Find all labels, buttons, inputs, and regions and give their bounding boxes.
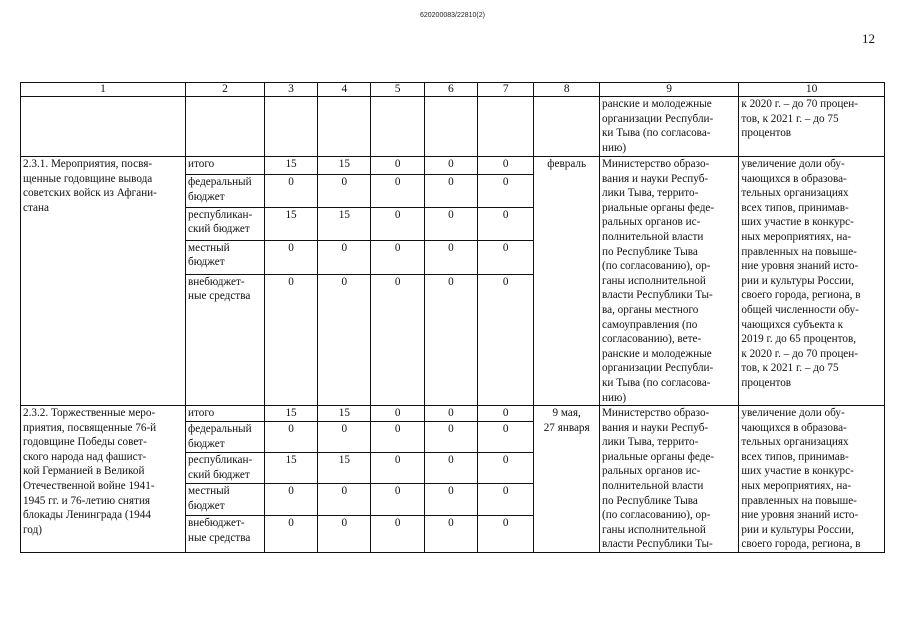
value-cell: 0	[371, 422, 424, 453]
table-row	[21, 406, 885, 422]
executor-cell: Министерство образо- вания и науки Респуб- лики Тыва, террито- риальные органы феде- ральных органов ис- полнительной власти по Республике Тыва (по согласованию), ор- ганы исполнительной власти Республики Ты-	[599, 406, 738, 553]
funding-source: республикан- ский бюджет	[186, 453, 265, 484]
value-cell: 0	[424, 484, 477, 516]
result-cell: к 2020 г. – до 70 процен- тов, к 2021 г. – до 75 процентов	[739, 97, 885, 157]
value-cell: 0	[264, 274, 317, 405]
value-cell: 0	[318, 240, 371, 274]
value-cell: 0	[371, 453, 424, 484]
header-cell: 8	[534, 83, 600, 97]
value-cell: 0	[264, 240, 317, 274]
empty-cell	[478, 97, 534, 157]
header-cell: 10	[739, 83, 885, 97]
value-cell: 0	[371, 240, 424, 274]
table-row	[21, 157, 885, 175]
value-cell: 0	[424, 406, 477, 422]
funding-source: внебюджет- ные средства	[186, 274, 265, 405]
value-cell: 0	[264, 484, 317, 516]
deadline-cell: 9 мая, 27 января	[534, 406, 600, 553]
value-cell: 0	[478, 274, 534, 405]
value-cell: 0	[424, 274, 477, 405]
empty-cell	[264, 97, 317, 157]
funding-source: федеральный бюджет	[186, 175, 265, 208]
value-cell: 0	[318, 422, 371, 453]
value-cell: 15	[318, 453, 371, 484]
value-cell: 0	[478, 175, 534, 208]
value-cell: 0	[424, 422, 477, 453]
header-cell: 5	[371, 83, 424, 97]
document-id: 620200083/22810(2)	[419, 12, 485, 19]
value-cell: 0	[478, 207, 534, 240]
value-cell: 15	[264, 157, 317, 175]
value-cell: 0	[424, 207, 477, 240]
value-cell: 0	[478, 406, 534, 422]
value-cell: 0	[264, 516, 317, 553]
value-cell: 0	[371, 484, 424, 516]
funding-source: итого	[186, 406, 265, 422]
executor-cell: Министерство образо- вания и науки Респуб- лики Тыва, террито- риальные органы феде- ральных органов ис- полнительной власти по Республике Тыва (по согласованию), ор- ганы исполнительной власти Республики Ты- ва, органы местного самоуправления (по согласованию), вете- ранские и молодежные организации Республи- ки Тыва (по согласова- нию)	[599, 157, 738, 406]
value-cell: 0	[371, 175, 424, 208]
empty-cell	[534, 97, 600, 157]
result-cell: увеличение доли обу- чающихся в образова- тельных организациях всех типов, принимав- ших участие в конкурс- ных мероприятиях, на- правленных на повыше- ние уровня знаний исто- рии и культуры России, своего города, региона, в	[739, 406, 885, 553]
continuation-row	[21, 97, 885, 157]
value-cell: 0	[424, 157, 477, 175]
value-cell: 0	[318, 175, 371, 208]
value-cell: 0	[424, 453, 477, 484]
empty-cell	[371, 97, 424, 157]
header-row	[21, 83, 885, 97]
plan-table	[20, 82, 885, 553]
empty-cell	[186, 97, 265, 157]
empty-cell	[424, 97, 477, 157]
value-cell: 0	[264, 422, 317, 453]
value-cell: 0	[424, 175, 477, 208]
activity-title: 2.3.1. Мероприятия, посвя- щенные годовщине вывода советских войск из Афгани- стана	[21, 157, 186, 406]
executor-cell: ранские и молодежные организации Республи- ки Тыва (по согласова- нию)	[599, 97, 738, 157]
header-cell: 2	[186, 83, 265, 97]
value-cell: 0	[424, 516, 477, 553]
funding-source: местный бюджет	[186, 240, 265, 274]
value-cell: 0	[478, 422, 534, 453]
header-cell: 1	[21, 83, 186, 97]
funding-source: республикан- ский бюджет	[186, 207, 265, 240]
value-cell: 0	[424, 240, 477, 274]
value-cell: 0	[478, 240, 534, 274]
header-cell: 3	[264, 83, 317, 97]
value-cell: 0	[318, 274, 371, 405]
result-cell: увеличение доли обу- чающихся в образова- тельных организациях всех типов, принимав- ших участие в конкурс- ных мероприятиях, на- правленных на повыше- ние уровня знаний исто- рии и культуры России, своего города, региона, в общей численности обу- чающихся субъекта к 2019 г. до 65 процентов, к 2020 г. – до 70 процен- тов, к 2021 г. – до 75 процентов	[739, 157, 885, 406]
value-cell: 0	[371, 406, 424, 422]
deadline-cell: февраль	[534, 157, 600, 406]
value-cell: 0	[371, 274, 424, 405]
value-cell: 0	[478, 453, 534, 484]
header-cell: 6	[424, 83, 477, 97]
empty-cell	[21, 97, 186, 157]
value-cell: 0	[478, 484, 534, 516]
header-cell: 7	[478, 83, 534, 97]
value-cell: 15	[318, 157, 371, 175]
funding-source: внебюджет- ные средства	[186, 516, 265, 553]
value-cell: 15	[318, 406, 371, 422]
funding-source: итого	[186, 157, 265, 175]
empty-cell	[318, 97, 371, 157]
value-cell: 0	[371, 207, 424, 240]
value-cell: 0	[318, 484, 371, 516]
value-cell: 0	[478, 157, 534, 175]
value-cell: 0	[478, 516, 534, 553]
value-cell: 0	[371, 157, 424, 175]
header-cell: 9	[599, 83, 738, 97]
value-cell: 0	[318, 516, 371, 553]
header-cell: 4	[318, 83, 371, 97]
value-cell: 15	[264, 207, 317, 240]
funding-source: федеральный бюджет	[186, 422, 265, 453]
value-cell: 0	[371, 516, 424, 553]
value-cell: 15	[264, 453, 317, 484]
value-cell: 0	[264, 175, 317, 208]
value-cell: 15	[264, 406, 317, 422]
value-cell: 15	[318, 207, 371, 240]
activity-title: 2.3.2. Торжественные меро- приятия, посвященные 76-й годовщине Победы совет- ского народа над фашист- кой Германией в Великой Отечественной войне 1941- 1945 гг. и 76-летию снятия блокады Ленинграда (1944 год)	[21, 406, 186, 553]
page-number: 12	[862, 31, 875, 46]
funding-source: местный бюджет	[186, 484, 265, 516]
